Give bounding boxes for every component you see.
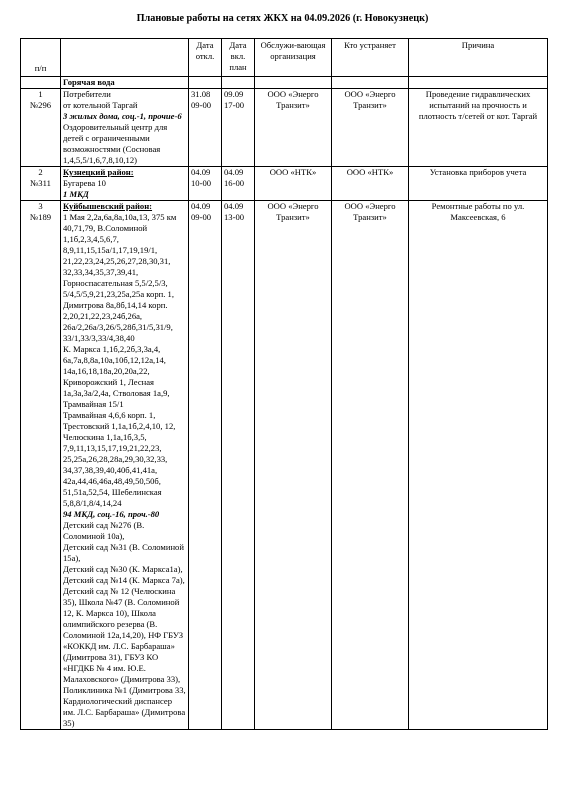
row-org: ООО «Энерго Транзит» (255, 89, 332, 167)
row-number: 1 №296 (21, 89, 61, 167)
building-count: 94 МКД, соц.-16, проч.-80 (63, 509, 160, 519)
address-line: Потребители (63, 89, 111, 99)
header-date-on: Дата вкл. план (222, 39, 255, 77)
page-title: Плановые работы на сетях ЖКХ на 04.09.2026 (г. Новокузнецк) (136, 13, 429, 24)
address-line: К. Маркса 1,1б,2,2б,3,3а,4, 6а,7а,8,8а,10а,10б,12,12а,14, 14а,16,18,18а,20,20а,22, Криворожский 1, Лесная 1а,3а,3а/2,4а, Стволовая 1а,9, Трамвайная 15/1 (63, 344, 170, 409)
header-address (61, 39, 189, 77)
row-date-on: 09.09 17-00 (222, 89, 255, 167)
row-number: 3 №189 (21, 201, 61, 730)
building-count: 1 МКД (63, 189, 89, 199)
extra-line: Детский сад №276 (В. Соломиной 10а), (63, 520, 145, 541)
table-row (21, 89, 548, 167)
header-org: Обслужи-вающая организация (255, 39, 332, 77)
address-line: Бугарева 10 (63, 178, 106, 188)
row-address (61, 167, 189, 201)
table-row (21, 201, 548, 730)
district-label: Кузнецкий район: (63, 167, 134, 177)
row-org: ООО «НТК» (255, 167, 332, 201)
row-fixer: ООО «НТК» (332, 167, 409, 201)
row-number: 2 №311 (21, 167, 61, 201)
row-fixer: ООО «Энерго Транзит» (332, 201, 409, 730)
extra-line: Поликлиника №1 (Димитрова 33, Кардиологический диспансер им. Л.С. Барбараша» (Димитрова 35) (63, 685, 186, 728)
row-fixer: ООО «Энерго Транзит» (332, 89, 409, 167)
district-label: Куйбышевский район: (63, 201, 153, 211)
section-row (21, 77, 548, 89)
building-count: 3 жилых дома, соц.-1, прочие-6 (63, 111, 182, 121)
extra-line: Детский сад №30 (К. Маркса1а), (63, 564, 183, 574)
address-line: 1 Мая 2,2а,6а,8а,10а,13, 375 км 40,71,79, В.Соломиной 1,1б,2,3,4,5,6,7, 8,9,11,15,15а/1,17,19,19/1, 21,22,23,24,25,26,27,28,30,31, 32,33,34,35,37,39,41, Горноспасательная 5,5/2,5/3, 5/4,5/5,9,21,23,25а,25а корп. 1, Димитрова 8а,8б,14,14 корп. 2,20,21,22,23,24б,26а, 26а/2,26а/3,26/5,28б,31/5,31/9, 33/1,33/3,33/4,38,40 (63, 212, 177, 343)
extra-line: Детский сад №31 (В. Соломиной 15а), (63, 542, 184, 563)
address-line: от котельной Таргай (63, 100, 138, 110)
row-address (61, 201, 189, 730)
header-date-off: Дата откл. (189, 39, 222, 77)
header-reason: Причина (409, 39, 548, 77)
row-date-off: 04.09 10-00 (189, 167, 222, 201)
row-reason: Ремонтные работы по ул. Максеевская, 6 (409, 201, 548, 730)
address-line: Трамвайная 4,6,6 корп. 1, Трестовский 1,1а,1б,2,4,10, 12, Челюскина 1,1а,1б,3,5, 7,9,11,13,15,17,19,21,22,23, 25,25а,26,28,28а,29,30,32,33, 34,37,38,39,40,40б,41,41а, 42а,44,46,46а,48,49,50,50б, 51,51а,52,54, Шебелинская 5,8,8/1,8/4,14,24 (63, 410, 176, 508)
section-hot-water: Горячая вода (61, 77, 189, 89)
row-reason: Установка приборов учета (409, 167, 548, 201)
row-date-off: 04.09 09-00 (189, 201, 222, 730)
row-reason: Проведение гидравлических испытаний на прочность и плотность т/сетей от кот. Таргай (409, 89, 548, 167)
table-row (21, 167, 548, 201)
row-date-on: 04.09 13-00 (222, 201, 255, 730)
extra-line: Оздоровительный центр для детей с ограниченными возможностями (Сосновая 1,4,5,5/1,6,7,8,10,12) (63, 122, 168, 165)
works-table (20, 38, 548, 730)
extra-line: Детский сад №14 (К. Маркса 7а), Детский сад № 12 (Челюскина 35), Школа №47 (В. Соломиной 12, К. Маркса 10), Школа олимпийского резерва (В. Соломиной 12а,14,20), НФ ГБУЗ «КОККД им. Л.С. Барбараша» (Димитрова 31), ГБУЗ КО «НГДКБ № 4 им. Ю.Е. Малаховского» (Димитрова 33), (63, 575, 185, 684)
row-date-on: 04.09 16-00 (222, 167, 255, 201)
row-org: ООО «Энерго Транзит» (255, 201, 332, 730)
header-nn: п/п (21, 39, 61, 77)
row-address (61, 89, 189, 167)
header-fixer: Кто устраняет (332, 39, 409, 77)
table-header-row (21, 39, 548, 77)
row-date-off: 31.08 09-00 (189, 89, 222, 167)
